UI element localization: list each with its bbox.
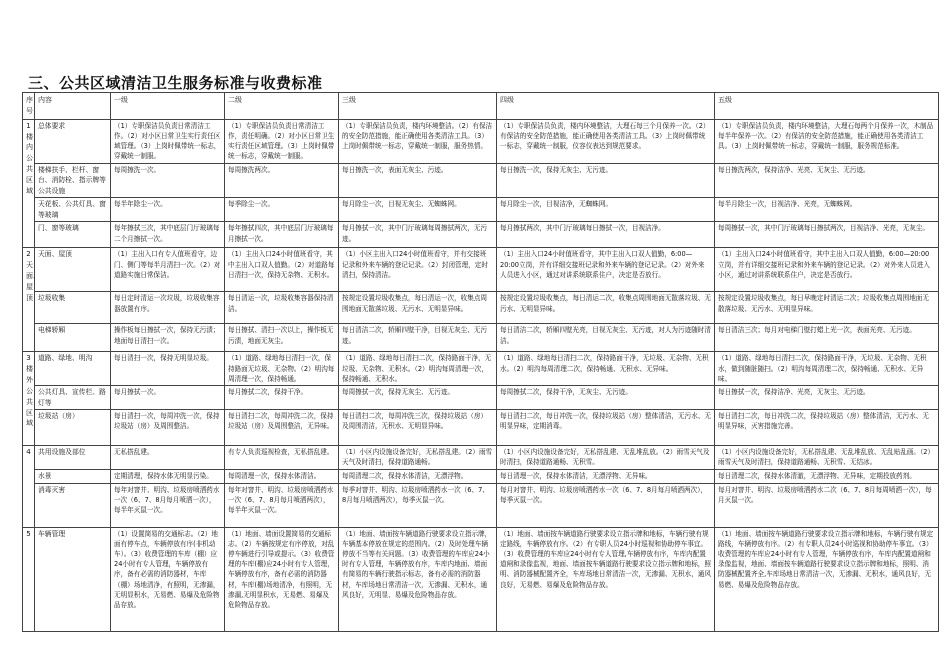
row-item-label: 消毒灭害 <box>35 483 111 527</box>
cell-l1: 每年擦拭三次，其中底层门厅玻璃每二个月擦拭一次。 <box>111 222 225 248</box>
header-level1: 一级 <box>111 93 225 120</box>
section-number: 1 楼内公共区域 <box>23 119 35 248</box>
cell-l3: （1）地面、墙面按车辆道路行驶要求设立指示牌，车辆基本停放在规定的范围内。（2）及时处理车辆停放不当等有关问题。（3）收费管理的车库应24小时有专人管理，车辆停放有序，车库内地面、墙面有简易的车辆行驶指示标志，备有必需的消防器材，车库场地日常清洁一次，无渗漏、无积水，通风良好，无明显、易爆及危险物品存放。 <box>339 527 497 631</box>
header-level2: 二级 <box>225 93 339 120</box>
cell-l4: （1）道路、绿地每日清扫二次，保持路面干净，无垃圾、无杂物、无积水。（2）明沟每周清理二次，保持畅通、无积水、无异味。 <box>497 352 715 386</box>
table-row <box>23 352 939 386</box>
cell-l5: 每日清理二次，保持水体清澈，无漂浮物、无异味，定期投放药剂。 <box>715 469 939 483</box>
cell-l4: （1）地面、墙面按车辆道路行驶要求设立指示牌和地标，车辆行驶有规定路线，车辆停放有序。（2）有专职人员24小时巡视和协助停车事宜。（3）收费管理的车库应24小时有专人管理,车辆停放有序，车库内配置道闸和录像监视，地面、墙面按车辆道路行驶要求设立指示牌和地标，照明、消防器械配置齐全，车库场地日常清洁一次，无渗漏、无积水，通风良好，无易燃、易爆及危险物品存放。 <box>497 527 715 631</box>
table-row <box>23 324 939 352</box>
cell-l3: （1）小区主出入口24小时值班看守，并有交接班记录和外来车辆的登记记录。（2）封闭管理，定时清扫，保持清洁。 <box>339 248 497 292</box>
cell-l5: 每日擦洗两次，保持洁净、光亮、无灰尘、无污迹。 <box>715 163 939 198</box>
cell-l1: （1）设置简易的交通标志。（2）地面有停车点，车辆停放有序(非机动车）。（3）收费管理的车库（棚）应24小时有专人管理，车辆停放有序，备有必需的消防器材，车库（棚）场地清净，有照明，无渗漏，无明显积水，无易燃、易爆及危险物品存放。 <box>111 527 225 631</box>
cell-l2: 每日擦拭、清扫一次以上，操作板无污渍，地面无灰尘。 <box>225 324 339 352</box>
section-name: 楼内公共区域 <box>26 132 33 195</box>
cell-l2: （1）地面、墙面设置简易的交通标志。（2）车辆按规定有序停放，对乱停车辆进行引导或提示。（3）收费管理的车库(棚)应24小时有专人管理，车辆停放有序，备有必需的消防器材，车库(棚)场地清净，有照明，无渗漏,无明显积水，无易燃、易爆及危险物品存放。 <box>225 527 339 631</box>
cell-l4: 每日清扫二次，每日冲洗一次，保持垃圾站（房）整体清洁，无污水、无明显异味，定期消毒。 <box>497 410 715 446</box>
cell-l2: 每年对窨井、明沟、垃圾房喷洒药水一次（6、7、8月每月喷洒两次），每半年灭鼠一次。 <box>225 483 339 527</box>
cell-l4: 每月对窨井、明沟、垃圾房喷洒药水一次（6、7、8月每月喷洒两次），每季灭鼠一次。 <box>497 483 715 527</box>
table-row <box>23 222 939 248</box>
row-item-label: 楼梯扶手、栏杆、窗台、消防栓、指示牌等公共设施 <box>35 163 111 198</box>
cell-l1: 每半年除尘一次。 <box>111 198 225 222</box>
cell-l3: 每日清洁二次，轿厢四壁干净，目视无灰尘、无污迹。 <box>339 324 497 352</box>
cell-l5: （1）小区内设施设备完好，无私搭乱建、无乱堆乱放、无乱贴乱画。（2）雨雪天气及时清扫，保持道路通畅、无积雪、无结冰。 <box>715 446 939 469</box>
table-row <box>23 119 939 163</box>
cell-l4: （1）小区内设施设备完好，无私搭乱建、无乱堆乱放。（2）雨雪天气及时清扫，保持道路通畅、无积雪。 <box>497 446 715 469</box>
cell-l1: 操作板每日擦拭一次，保持无污渍；地面每日清扫一次。 <box>111 324 225 352</box>
cell-l2: 每周清理一次，保持水体清洁。 <box>225 469 339 483</box>
cell-l5: （1）道路、绿地每日清扫二次，保持路面干净，无垃圾、无杂物、无积水，做到随脏随扫。（2）明沟每周清理二次，保持畅通、无积水、无异味。 <box>715 352 939 386</box>
section-number: 2 天面、屋顶 <box>23 248 35 352</box>
row-item-label: 共用设施及部位 <box>35 446 111 469</box>
cell-l5: 每半月除尘一次，目视洁净、光亮，无蜘蛛网。 <box>715 198 939 222</box>
cell-l3: （1）道路、绿地每日清扫二次，保持路面干净，无垃圾、无杂物、无积水。（2）明沟每周清理一次，保持畅通、无积水。 <box>339 352 497 386</box>
cell-l1: 每日清扫一次，保持无明显垃圾。 <box>111 352 225 386</box>
cell-l3: 每季对窨井、明沟、垃圾房喷洒药水一次（6、7、8月每月喷洒两次），每季灭鼠一次。 <box>339 483 497 527</box>
table-row <box>23 483 939 527</box>
section-number: 5 <box>23 527 35 631</box>
row-item-label: 道路、绿地、明沟 <box>35 352 111 386</box>
cell-l4: 每周擦拭二次，保持干净，无灰尘、无污迹。 <box>497 386 715 410</box>
table-row <box>23 410 939 446</box>
cell-l5: 每周擦拭一次，其中门厅玻璃每日擦拭两次，目视洁净、光亮，无灰尘。 <box>715 222 939 248</box>
cell-l5: （1）专职保洁员负责，楼内环境整洁，大理石每两个月保养一次，木制品每半年保养一次。（2）有保洁的安全防范措施，能正确使用各类清洁工具。（3）上岗时佩带统一标志，穿戴统一制服，服务规范标准。 <box>715 119 939 163</box>
cell-l1: 无私搭乱建。 <box>111 446 225 469</box>
cell-l1: 定期清理，保持水体无明显污染。 <box>111 469 225 483</box>
cell-l2: 有专人负责巡视检查，无私搭乱建。 <box>225 446 339 469</box>
cell-l5: 每日擦拭一次，保持洁净、光亮，无灰尘、无污迹。 <box>715 386 939 410</box>
cell-l4: 每日清洁二次，轿厢四壁光亮，目视无灰尘、无污迹，对人为污迹随时清洁。 <box>497 324 715 352</box>
table-row <box>23 292 939 324</box>
cell-l1: 每周擦洗一次。 <box>111 163 225 198</box>
cell-l3: 每月除尘一次，目视无灰尘、无蜘蛛网。 <box>339 198 497 222</box>
cell-l2: 每周擦洗两次。 <box>225 163 339 198</box>
cell-l1: 每年对窨井、明沟、垃圾房喷洒药水一次（6、7、8月每月喷洒一次），每半年灭鼠一次。 <box>111 483 225 527</box>
cell-l3: 每周擦拭一次，保持无灰尘、无污迹。 <box>339 386 497 410</box>
cell-l1: 每日定时清运一次垃圾，垃圾收集容器放置有序。 <box>111 292 225 324</box>
row-item-label: 天花板、公共灯具、窗等玻璃 <box>35 198 111 222</box>
cell-l2: （1）道路、绿地每日清扫一次，保持路面无垃圾、无杂物。（2）明沟每周清理一次，保持畅通。 <box>225 352 339 386</box>
section-number: 3 楼外公共区域 <box>23 352 35 446</box>
cell-l5: 每月对窨井、明沟、垃圾房喷洒药水二次（6、7、8月每周喷洒一次），每月灭鼠一次。 <box>715 483 939 527</box>
row-item-label: 门、窗等玻璃 <box>35 222 111 248</box>
section-number: 4 <box>23 446 35 527</box>
table-row <box>23 527 939 631</box>
cell-l3: 每日清扫二次，每周冲洗三次，保持垃圾站（房）及周围清洁，无积水、无明显异味。 <box>339 410 497 446</box>
table-row <box>23 163 939 198</box>
table-row <box>23 469 939 483</box>
cell-l4: 每月除尘一次，目视洁净，无蜘蛛网。 <box>497 198 715 222</box>
cell-l1: （1）专职保洁员负责日常清洁工作。（2）对小区日常卫生实行责任区域管理。（3）上岗时佩带统一标志，穿戴统一制服。 <box>111 119 225 163</box>
cell-l2: 每日清运一次，垃圾收集容器保持清洁。 <box>225 292 339 324</box>
cell-l5: （1）地面、墙面按车辆道路行驶要求设立指示牌和地标，车辆行驶有规定路线，车辆停放有序。（2）有专职人员24小时巡视和协助停车事宜。（3）收费管理的车库应24小时有专人管理，车辆停放有序，车库内配置道闸和录像监视，地面、墙面按车辆道路行驶要求设立指示牌和地标，照明、消防器械配置齐全,车库场地日常清洁一次，无渗漏、无积水，通风良好，无易燃、易爆及危险物品存放。 <box>715 527 939 631</box>
header-level3: 三级 <box>339 93 497 120</box>
header-row <box>23 93 939 120</box>
cell-l4: 每日清理一次，保持水体清洁，无漂浮物、无异味。 <box>497 469 715 483</box>
cell-l2: 每月擦拭二次，保持干净。 <box>225 386 339 410</box>
section-name: 天面、屋顶 <box>26 261 40 302</box>
cell-l3: 每日擦洗一次，表面无灰尘、污迹。 <box>339 163 497 198</box>
header-seq: 序号 <box>23 93 35 120</box>
section-name: 楼外公共区域 <box>26 365 33 428</box>
cell-l2: 每日清扫二次，每周冲洗二次，保持垃圾站（房）及周围整洁，无异味。 <box>225 410 339 446</box>
header-level4: 四级 <box>497 93 715 120</box>
cell-l5: 按规定设置垃圾收集点，每日早晚定时清运二次；垃圾收集点周围地面无散落垃圾、无污水、无明显异味。 <box>715 292 939 324</box>
cell-l1: （1）主出入口有专人值班看守，边门、侧门等每半月清扫一次。（2）对道路实施日常保洁。 <box>111 248 225 292</box>
row-item-label: 公共灯具、宣传栏、路灯等 <box>35 386 111 410</box>
cell-l5: 每日清扫二次，每日冲洗二次，保持垃圾站（房）整体清洁，无污水、无明显异味，灭害措施完善。 <box>715 410 939 446</box>
table-row <box>23 446 939 469</box>
table-row <box>23 248 939 292</box>
table-row <box>23 198 939 222</box>
cell-l5: 每日清洁三次；每月对电梯门壁打蜡上光一次，表面光亮、无污迹。 <box>715 324 939 352</box>
service-standard-table <box>22 92 939 632</box>
cell-l4: 按规定设置垃圾收集点，每日清运二次，收集点周围地面无散落垃圾、无污水、无明显异味。 <box>497 292 715 324</box>
cell-l2: 每年擦拭四次，其中底层门厅玻璃每月擦拭一次。 <box>225 222 339 248</box>
row-item-label: 总体要求 <box>35 119 111 163</box>
cell-l1: 每日清扫一次，每周冲洗一次，保持垃圾站（房）及周围整洁。 <box>111 410 225 446</box>
cell-l3: 每月擦拭一次，其中门厅玻璃每周擦拭两次，无污迹。 <box>339 222 497 248</box>
document-title: 三、公共区域清洁卫生服务标准与收费标准 <box>28 74 323 92</box>
row-item-label: 天面、屋顶 <box>35 248 111 292</box>
table-row <box>23 386 939 410</box>
cell-l4: （1）专职保洁员负责，楼内环境整洁，大理石每三个月保养一次。（2）有保洁的安全防范措施，能正确使用各类清洁工具。（3）上岗时佩带统一标志，穿戴统一制服，仪容仪表达到规范要求。 <box>497 119 715 163</box>
cell-l1: 每月擦拭一次。 <box>111 386 225 410</box>
cell-l3: 每周清理二次，保持水体清洁，无漂浮物。 <box>339 469 497 483</box>
row-item-label: 车辆管理 <box>35 527 111 631</box>
cell-l3: 按规定设置垃圾收集点，每日清运一次，收集点周围地面无散落垃圾、无污水、无明显异味。 <box>339 292 497 324</box>
row-item-label: 电梯轿厢 <box>35 324 111 352</box>
row-item-label: 垃圾收集 <box>35 292 111 324</box>
header-content: 内容 <box>35 93 111 120</box>
cell-l3: （1）小区内设施设备完好，无私搭乱建。（2）雨雪天气及时清扫，保持道路通畅。 <box>339 446 497 469</box>
header-level5: 五级 <box>715 93 939 120</box>
cell-l5: （1）主出入口24小时值班看守，其中主出入口双人值勤，6:00—20:00立岗，并有详细交接班记录和外来车辆的登记记录。（2）对外来人员进入小区，通过对讲系统联系住户，决定是否放行。 <box>715 248 939 292</box>
row-item-label: 垃圾站（房） <box>35 410 111 446</box>
cell-l2: 每季除尘一次。 <box>225 198 339 222</box>
cell-l3: （1）专职保洁员负责，楼内环境整洁。（2）有保洁的安全防范措施，能正确使用各类清洁工具。（3）上岗时佩带统一标志，穿戴统一制服，服务热情。 <box>339 119 497 163</box>
cell-l2: （1）主出入口24小时值班看守，其中主出入口双人值勤。（2）对道路每日清扫一次，保持无杂物、无积水。 <box>225 248 339 292</box>
cell-l4: （1）主出入口24小时值班看守，其中主出入口双人值勤，6:00—20:00立岗，并有详细交接班记录和外来车辆的登记记录。（2）对外来人员进入小区，通过对讲系统联系住户，决定是否放行。 <box>497 248 715 292</box>
cell-l2: （1）专职保洁员负责日常清洁工作，责任明确。（2）对小区日常卫生实行责任区域管理。（3）上岗时佩带统一标志，穿戴统一制服。 <box>225 119 339 163</box>
cell-l4: 每月擦拭两次，其中门厅玻璃每日擦拭一次，目视洁净。 <box>497 222 715 248</box>
row-item-label: 水景 <box>35 469 111 483</box>
cell-l4: 每日擦洗一次，保持无灰尘、无污迹。 <box>497 163 715 198</box>
